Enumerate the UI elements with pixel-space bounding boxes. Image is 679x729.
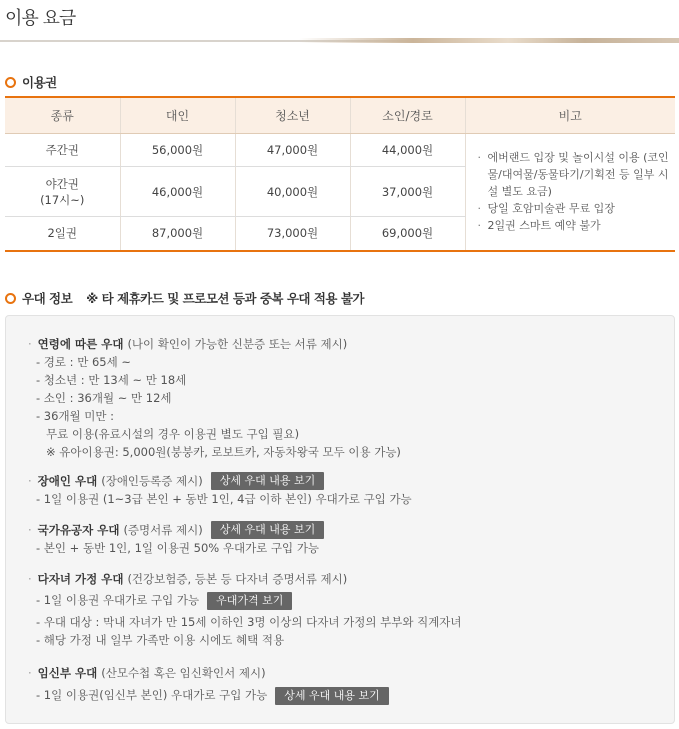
price-adult: 87,000원 [120, 217, 235, 251]
table-row [5, 134, 675, 167]
circle-bullet-icon [5, 293, 16, 304]
pregnant-benefit-title: 임신부 우대 [37, 666, 98, 680]
list-item: ※ 유아이용권: 5,000원(붕붕카, 로보트카, 자동차왕국 모두 이용 가능) [46, 445, 401, 459]
header-child: 소인/경로 [350, 97, 465, 134]
disabled-benefit-title: 장애인 우대 [37, 474, 98, 488]
multichild-benefit-title: 다자녀 가정 우대 [37, 572, 124, 586]
price-child: 44,000원 [350, 134, 465, 167]
header-note: 비고 [465, 97, 675, 134]
multichild-price-button[interactable]: 우대가격 보기 [207, 592, 292, 610]
price-youth: 47,000원 [235, 134, 350, 167]
ticket-type: 주간권 [5, 134, 120, 167]
pregnant-benefit-group [28, 664, 389, 705]
list-item: - 36개월 미만 : [36, 409, 115, 423]
dot-icon: · [28, 572, 32, 586]
page-title: 이용 요금 [5, 8, 76, 29]
veteran-benefit-desc: (증명서류 제시) [123, 523, 203, 537]
note-item: · 에버랜드 입장 및 놀이시설 이용 (코인물/대여물/동물타기/기획전 등 일부 시설 별도 요금) [478, 149, 670, 200]
note-item: · 2일권 스마트 예약 불가 [478, 217, 670, 234]
price-adult: 46,000원 [120, 167, 235, 217]
pregnant-detail-button[interactable]: 상세 우대 내용 보기 [275, 687, 389, 705]
list-item: - 소인 : 36개월 ~ 만 12세 [36, 391, 172, 405]
list-item [28, 591, 462, 610]
benefit-section-header [5, 289, 364, 307]
circle-bullet-icon [5, 77, 16, 88]
price-child: 37,000원 [350, 167, 465, 217]
multichild-benefit-group [28, 570, 462, 649]
dot-icon: · [28, 523, 32, 537]
header-type: 종류 [5, 97, 120, 134]
veteran-benefit-group [28, 521, 324, 557]
header-adult: 대인 [120, 97, 235, 134]
age-benefit-title: 연령에 따른 우대 [37, 337, 124, 351]
multichild-benefit-desc: (건강보험증, 등본 등 다자녀 증명서류 제시) [127, 572, 348, 586]
benefit-box [5, 315, 675, 724]
list-item: - 해당 가정 내 일부 가족만 이용 시에도 혜택 적용 [36, 633, 285, 647]
dot-icon: · [28, 337, 32, 351]
benefit-notice: ※ 타 제휴카드 및 프로모션 등과 중복 우대 적용 불가 [86, 291, 364, 306]
list-item: - 우대 대상 : 막내 자녀가 만 15세 이하인 3명 이상의 다자녀 가정의 부부와 직계자녀 [36, 615, 462, 629]
note-cell [465, 134, 675, 251]
multichild-line: - 1일 이용권 우대가로 구입 가능 [36, 593, 200, 607]
disabled-benefit-desc: (장애인등록증 제시) [101, 474, 203, 488]
disabled-benefit-group [28, 472, 412, 508]
ticket-type-sub: (17시~) [40, 192, 85, 207]
title-decoration [299, 38, 679, 43]
list-item [28, 686, 389, 705]
ticket-type-label: 야간권 [45, 176, 79, 191]
veteran-benefit-title: 국가유공자 우대 [37, 523, 120, 537]
price-adult: 56,000원 [120, 134, 235, 167]
list-item: - 1일 이용권 (1~3급 본인 + 동반 1인, 4급 이하 본인) 우대가로 구입 가능 [36, 492, 412, 506]
ticket-section-header [5, 73, 57, 91]
veteran-detail-button[interactable]: 상세 우대 내용 보기 [211, 521, 325, 539]
ticket-type: 2일권 [5, 217, 120, 251]
benefit-section-title: 우대 정보 [22, 291, 73, 306]
disabled-detail-button[interactable]: 상세 우대 내용 보기 [211, 472, 325, 490]
note-item: · 당일 호암미술관 무료 입장 [478, 200, 670, 217]
price-table [5, 96, 675, 252]
dot-icon: · [28, 474, 32, 488]
pregnant-line: - 1일 이용권(임신부 본인) 우대가로 구입 가능 [36, 688, 268, 702]
header-youth: 청소년 [235, 97, 350, 134]
list-item: - 경로 : 만 65세 ~ [36, 355, 132, 369]
price-youth: 40,000원 [235, 167, 350, 217]
table-header-row [5, 97, 675, 134]
price-child: 69,000원 [350, 217, 465, 251]
ticket-section-title: 이용권 [22, 75, 57, 90]
list-item: 무료 이용(유료시설의 경우 이용권 별도 구입 필요) [46, 427, 300, 441]
list-item: - 본인 + 동반 1인, 1일 이용권 50% 우대가로 구입 가능 [36, 541, 320, 555]
age-benefit-desc: (나이 확인이 가능한 신분증 또는 서류 제시) [127, 337, 348, 351]
list-item: - 청소년 : 만 13세 ~ 만 18세 [36, 373, 187, 387]
dot-icon: · [28, 666, 32, 680]
ticket-type [5, 167, 120, 217]
age-benefit-group [28, 335, 401, 461]
pregnant-benefit-desc: (산모수첩 혹은 임신확인서 제시) [101, 666, 266, 680]
price-youth: 73,000원 [235, 217, 350, 251]
